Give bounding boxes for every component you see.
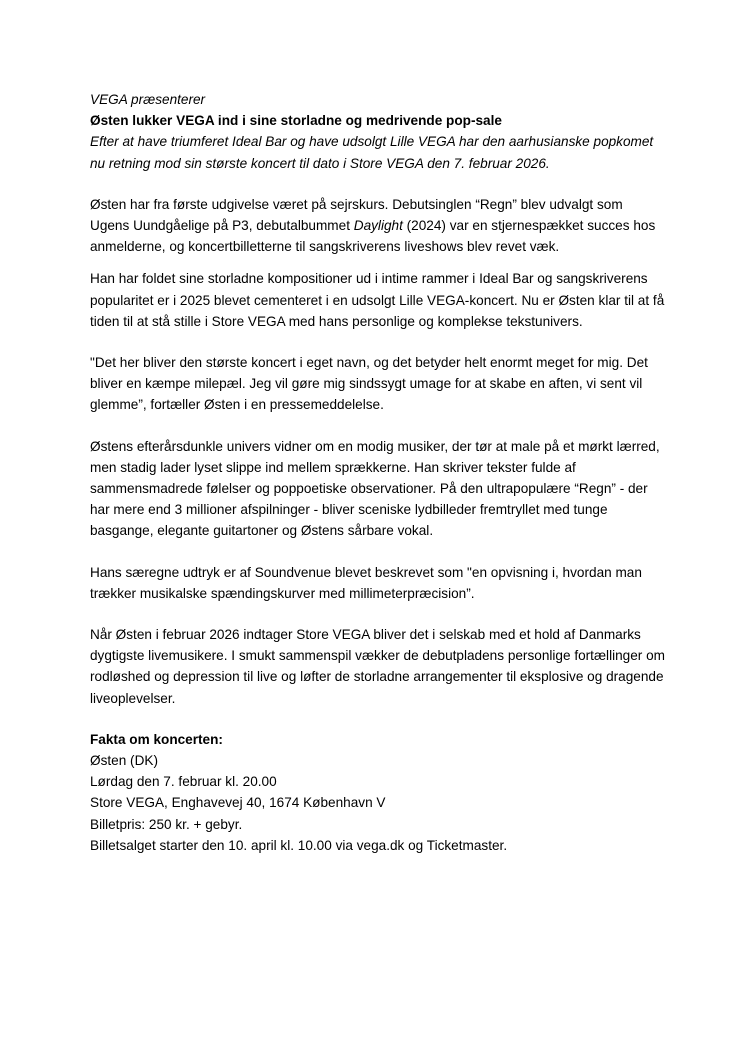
press-release-body <box>90 89 665 856</box>
paragraph-2: Han har foldet sine storladne kompositioner ud i intime rammer i Ideal Bar og sangskriverens popularitet er i 2025 blevet cementeret i en udsolgt Lille VEGA-koncert. Nu er Østen klar til at få tiden til at stå stille i Store VEGA med hans personlige og komplekse tekstunivers. <box>90 271 665 329</box>
paragraph-1 <box>90 194 665 258</box>
headline: Østen lukker VEGA ind i sine storladne og medrivende pop-sale <box>90 113 502 129</box>
lead-paragraph: Efter at have triumferet Ideal Bar og have udsolgt Lille VEGA har den aarhusianske popkomet nu retning mod sin største koncert til dato i Store VEGA den 7. februar 2026. <box>90 134 654 171</box>
kicker: VEGA præsenterer <box>90 92 206 107</box>
fact-artist: Østen (DK) <box>90 753 158 769</box>
paragraph-5: Hans særegne udtryk er af Soundvenue blevet beskrevet som "en opvisning i, hvordan man trækker musikalske spændingskurver med millimeterpræcision”. <box>90 564 642 601</box>
fact-sale-start: Billetsalget starter den 10. april kl. 10.00 via vega.dk og Ticketmaster. <box>90 837 508 853</box>
paragraph-3-quote: "Det her bliver den største koncert i eget navn, og det betyder helt enormt meget for mig. Det bliver en kæmpe milepæl. Jeg vil gøre mig sindssygt umage for at skabe en aften, vi sent vil glemme”, fortæller Østen i en pressemeddelelse. <box>90 355 648 413</box>
fact-venue: Store VEGA, Enghavevej 40, 1674 København V <box>90 795 386 811</box>
facts-section <box>90 729 665 856</box>
paragraph-4: Østens efterårsdunkle univers vidner om en modig musiker, der tør at male på et mørkt lærred, men stadig lader lyset slippe ind mellem sprækkerne. Han skriver tekster fulde af sammensmadrede følelser og poppoetiske observationer. På den ultrapopulære “Regn” - der har mere end 3 millioner afspilninger - bliver sceniske lydbilleder fremtryllet med tunge basgange, elegante guitartoner og Østens sårbare vokal. <box>90 438 660 539</box>
album-title: Daylight <box>353 218 403 234</box>
fact-date: Lørdag den 7. februar kl. 20.00 <box>90 774 277 790</box>
fact-price: Billetpris: 250 kr. + gebyr. <box>90 816 243 832</box>
paragraph-1-start: Østen har fra første udgivelse været på sejrskurs. Debutsinglen “Regn” blev udvalgt som Ugens Uundgåelige på P3, debutalbummet <box>90 196 623 234</box>
paragraph-1-end: (2024) var en stjernespækket succes hos anmelderne, og koncertbilletterne til sangskriverens liveshows blev revet væk. <box>90 218 656 255</box>
paragraph-6: Når Østen i februar 2026 indtager Store VEGA bliver det i selskab med et hold af Danmarks dygtigste livemusikere. I smukt sammenspil vækker de debutpladens personlige fortællinger om rodløshed og depression til live og løfter de storladne arrangementer til eksplosive og dragende liveoplevelser. <box>90 627 665 706</box>
facts-heading: Fakta om koncerten: <box>90 731 223 747</box>
